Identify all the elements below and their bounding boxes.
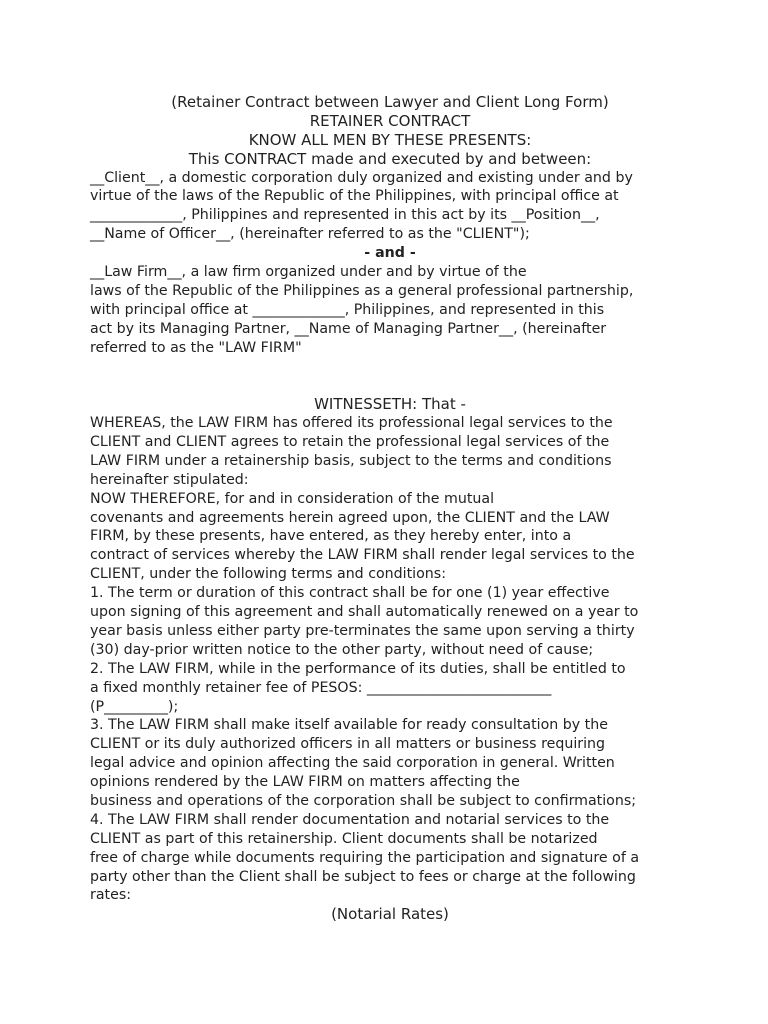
document-title: RETAINER CONTRACT [309,111,471,130]
notarial-clause-line: free of charge while documents requiring the participation and signature of a [90,849,640,866]
contract-body [90,414,690,905]
law-firm-party-paragraph [90,263,690,357]
consultation-clause-line: opinions rendered by the LAW FIRM on matters affecting the [90,774,520,791]
witnesseth-heading: WITNESSETH: That - [314,395,466,414]
term-clause-line: (30) day-prior written notice to the other party, without need of cause; [90,641,594,658]
term-clause-line: 1. The term or duration of this contract shall be for one (1) year effective [90,585,610,602]
client-party-line: _____________, Philippines and represented in this act by its __Position__, [90,207,600,224]
fee-clause-line: (P_________); [90,698,179,715]
notarial-clause-line: CLIENT as part of this retainership. Client documents shall be notarized [90,830,598,847]
blank-line [90,357,690,376]
body-line: LAW FIRM under a retainership basis, subject to the terms and conditions [90,452,612,469]
body-line: contract of services whereby the LAW FIRM shall render legal services to the [90,547,635,564]
body-line: NOW THEREFORE, for and in consideration of the mutual [90,490,495,507]
fee-clause-line: 2. The LAW FIRM, while in the performance of its duties, shall be entitled to [90,660,626,677]
law-firm-party-line: act by its Managing Partner, __Name of Managing Partner__, (hereinafter [90,320,607,337]
client-party-line: __Name of Officer__, (hereinafter referred to as the "CLIENT"); [90,226,530,243]
body-line: WHEREAS, the LAW FIRM has offered its professional legal services to the [90,415,613,432]
client-party-line: virtue of the laws of the Republic of the Philippines, with principal office at [90,188,619,205]
law-firm-party-line: referred to as the "LAW FIRM" [90,339,302,356]
term-clause-line: year basis unless either party pre-terminates the same upon serving a thirty [90,622,635,639]
document-long-form-title: (Retainer Contract between Lawyer and Client Long Form) [171,93,609,111]
law-firm-party-line: laws of the Republic of the Philippines as a general professional partnership, [90,282,634,299]
consultation-clause-line: business and operations of the corporation shall be subject to confirmations; [90,792,637,809]
notarial-clause-line: rates: [90,887,131,904]
contract-document [90,93,690,924]
client-party-paragraph [90,169,690,245]
notarial-clause-line: party other than the Client shall be subject to fees or charge at the following [90,868,636,885]
body-line: covenants and agreements herein agreed upon, the CLIENT and the LAW [90,509,610,526]
know-all-men-heading: KNOW ALL MEN BY THESE PRESENTS: [248,130,532,149]
blank-line [90,376,690,395]
body-line: FIRM, by these presents, have entered, as they hereby enter, into a [90,528,572,545]
law-firm-party-line: __Law Firm__, a law firm organized under and by virtue of the [90,264,527,281]
notarial-clause-line: 4. The LAW FIRM shall render documentation and notarial services to the [90,811,610,828]
consultation-clause-line: CLIENT or its duly authorized officers in all matters or business requiring [90,736,606,753]
client-party-line: __Client__, a domestic corporation duly organized and existing under and by [90,169,633,186]
term-clause-line: upon signing of this agreement and shall automatically renewed on a year to [90,604,639,621]
body-line: hereinafter stipulated: [90,471,249,488]
contract-made-heading: This CONTRACT made and executed by and between: [188,149,592,168]
fee-clause-line: a fixed monthly retainer fee of PESOS: __________________________ [90,679,552,696]
body-line: CLIENT, under the following terms and conditions: [90,566,446,583]
body-line: CLIENT and CLIENT agrees to retain the professional legal services of the [90,434,610,451]
consultation-clause-line: legal advice and opinion affecting the said corporation in general. Written [90,755,615,772]
law-firm-party-line: with principal office at _____________, Philippines, and represented in this [90,301,605,318]
consultation-clause-line: 3. The LAW FIRM shall make itself available for ready consultation by the [90,717,608,734]
notarial-rates-heading: (Notarial Rates) [331,905,449,924]
and-separator: - and - [364,245,416,262]
